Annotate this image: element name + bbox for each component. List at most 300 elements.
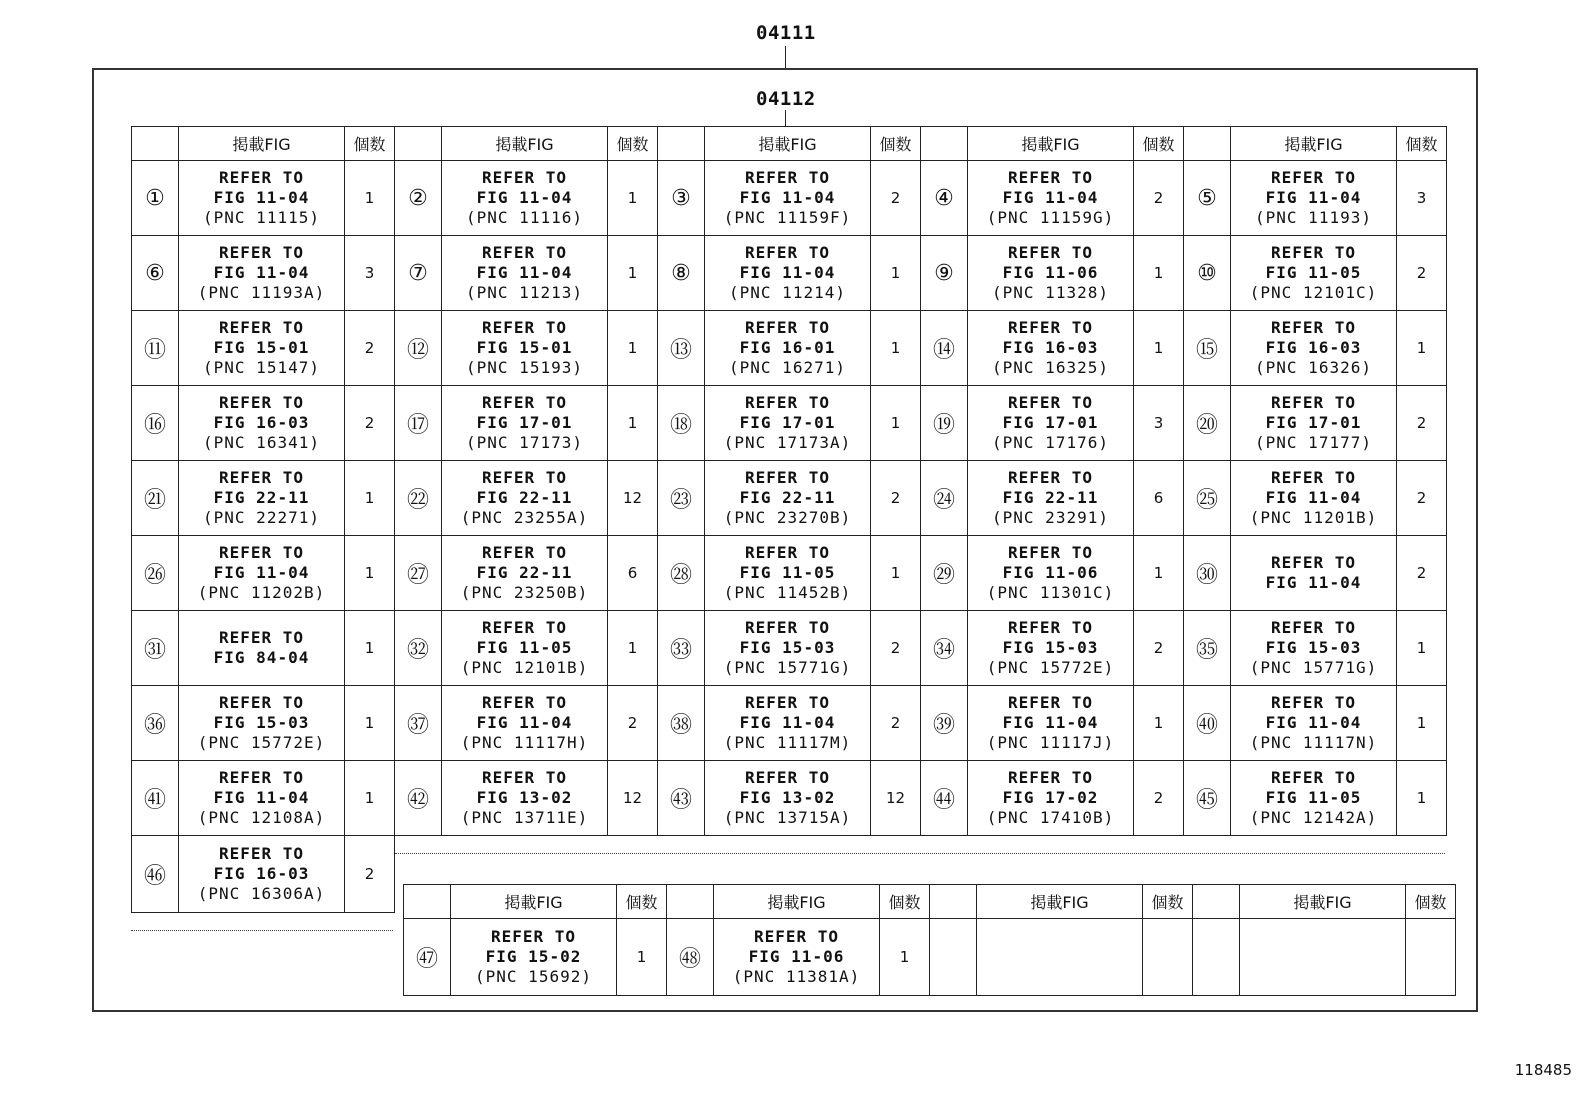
item-number: ㊴ — [921, 686, 968, 761]
reference-fig: FIG 22-11 — [739, 488, 836, 507]
item-number: ⑳ — [1184, 386, 1231, 461]
figure-reference — [442, 386, 608, 461]
header-qty: 個数 — [617, 885, 667, 919]
figure-reference — [705, 236, 871, 311]
figure-reference — [179, 611, 345, 686]
header-qty: 個数 — [345, 127, 395, 161]
reference-pnc: (PNC 11117H) — [460, 733, 589, 752]
reference-refer: REFER TO — [218, 543, 305, 562]
reference-fig: FIG 22-11 — [476, 563, 573, 582]
reference-refer: REFER TO — [1270, 468, 1357, 487]
reference-refer: REFER TO — [1270, 318, 1357, 337]
figure-reference — [179, 161, 345, 236]
header-number — [404, 885, 451, 919]
reference-pnc: (PNC 15193) — [466, 358, 583, 377]
quantity: 3 — [1134, 386, 1184, 461]
item-number: ㉘ — [658, 536, 705, 611]
reference-pnc: (PNC 11117M) — [723, 733, 852, 752]
table-row — [132, 686, 1447, 761]
reference-fig: FIG 22-11 — [1002, 488, 1099, 507]
reference-fig: FIG 11-06 — [1002, 263, 1099, 282]
reference-refer: REFER TO — [744, 693, 831, 712]
reference-pnc: (PNC 17176) — [992, 433, 1109, 452]
reference-fig: FIG 11-04 — [1265, 713, 1362, 732]
reference-refer: REFER TO — [1270, 168, 1357, 187]
reference-pnc: (PNC 15692) — [475, 967, 592, 986]
reference-pnc: (PNC 11213) — [466, 283, 583, 302]
reference-refer: REFER TO — [1007, 693, 1094, 712]
figure-reference — [705, 311, 871, 386]
item-number: ⑪ — [132, 311, 179, 386]
reference-refer: REFER TO — [744, 168, 831, 187]
reference-refer: REFER TO — [218, 768, 305, 787]
reference-refer: REFER TO — [218, 393, 305, 412]
quantity: 1 — [345, 161, 395, 236]
figure-reference — [705, 686, 871, 761]
item-number: ④ — [921, 161, 968, 236]
quantity: 2 — [608, 686, 658, 761]
figure-reference — [705, 386, 871, 461]
figure-reference — [179, 236, 345, 311]
header-number — [132, 127, 179, 161]
quantity: 1 — [608, 236, 658, 311]
parts-reference-table-lower — [403, 884, 1456, 996]
header-qty: 個数 — [1406, 885, 1456, 919]
item-number: ㊹ — [921, 761, 968, 836]
reference-fig: FIG 11-05 — [1265, 263, 1362, 282]
item-number: ㉜ — [395, 611, 442, 686]
reference-pnc: (PNC 16306A) — [197, 884, 326, 903]
table-row — [132, 761, 1447, 836]
quantity: 2 — [1134, 761, 1184, 836]
reference-fig: FIG 11-04 — [1265, 488, 1362, 507]
separator-line — [395, 853, 1445, 854]
header-number — [930, 885, 977, 919]
quantity: 3 — [1397, 161, 1447, 236]
reference-fig: FIG 22-11 — [476, 488, 573, 507]
item-number: ㊶ — [132, 761, 179, 836]
figure-reference — [968, 611, 1134, 686]
quantity: 2 — [1397, 536, 1447, 611]
reference-pnc: (PNC 11117J) — [986, 733, 1115, 752]
figure-reference — [1231, 536, 1397, 611]
figure-reference — [442, 311, 608, 386]
quantity: 1 — [345, 611, 395, 686]
quantity: 1 — [871, 386, 921, 461]
reference-refer: REFER TO — [481, 393, 568, 412]
reference-pnc: (PNC 11202B) — [197, 583, 326, 602]
item-number: ③ — [658, 161, 705, 236]
reference-fig: FIG 11-04 — [739, 713, 836, 732]
reference-refer: REFER TO — [1007, 618, 1094, 637]
reference-refer: REFER TO — [1007, 768, 1094, 787]
figure-reference — [1231, 236, 1397, 311]
figure-reference — [1231, 386, 1397, 461]
item-number: ⑫ — [395, 311, 442, 386]
reference-fig: FIG 16-01 — [739, 338, 836, 357]
reference-refer: REFER TO — [744, 618, 831, 637]
figure-reference — [442, 161, 608, 236]
figure-reference — [977, 919, 1143, 996]
reference-fig: FIG 11-05 — [1265, 788, 1362, 807]
figure-reference — [1231, 611, 1397, 686]
quantity: 1 — [1134, 236, 1184, 311]
assembly-leader-line — [785, 46, 786, 68]
reference-pnc: (PNC 17173) — [466, 433, 583, 452]
figure-reference — [179, 386, 345, 461]
reference-fig: FIG 11-06 — [1002, 563, 1099, 582]
figure-reference — [705, 611, 871, 686]
table-header-row — [404, 885, 1456, 919]
reference-refer: REFER TO — [744, 243, 831, 262]
header-qty: 個数 — [1143, 885, 1193, 919]
reference-refer: REFER TO — [1270, 768, 1357, 787]
figure-reference — [179, 311, 345, 386]
figure-reference — [705, 761, 871, 836]
header-qty: 個数 — [871, 127, 921, 161]
quantity: 1 — [608, 161, 658, 236]
figure-reference — [1231, 311, 1397, 386]
figure-reference — [1231, 761, 1397, 836]
quantity: 2 — [871, 161, 921, 236]
reference-pnc: (PNC 11159F) — [723, 208, 852, 227]
reference-refer: REFER TO — [481, 543, 568, 562]
reference-fig: FIG 11-04 — [1002, 188, 1099, 207]
item-number: ㉒ — [395, 461, 442, 536]
reference-pnc: (PNC 23255A) — [460, 508, 589, 527]
quantity: 12 — [608, 761, 658, 836]
reference-fig: FIG 11-04 — [476, 188, 573, 207]
reference-refer: REFER TO — [1270, 243, 1357, 262]
reference-refer: REFER TO — [1007, 318, 1094, 337]
quantity: 2 — [1134, 611, 1184, 686]
reference-refer: REFER TO — [218, 628, 305, 647]
reference-refer: REFER TO — [1007, 393, 1094, 412]
reference-pnc: (PNC 13715A) — [723, 808, 852, 827]
quantity: 1 — [608, 386, 658, 461]
reference-refer: REFER TO — [481, 618, 568, 637]
quantity: 1 — [871, 536, 921, 611]
assembly-label: 04111 — [756, 22, 816, 44]
reference-fig: FIG 11-04 — [213, 263, 310, 282]
figure-reference — [442, 686, 608, 761]
table-row — [132, 461, 1447, 536]
reference-refer: REFER TO — [481, 168, 568, 187]
figure-reference — [179, 461, 345, 536]
reference-fig: FIG 84-04 — [213, 648, 310, 667]
reference-refer: REFER TO — [1007, 168, 1094, 187]
reference-fig: FIG 15-01 — [213, 338, 310, 357]
table-row — [132, 161, 1447, 236]
table-row — [132, 311, 1447, 386]
item-number: ㉖ — [132, 536, 179, 611]
reference-fig: FIG 11-05 — [476, 638, 573, 657]
reference-refer: REFER TO — [218, 168, 305, 187]
reference-pnc: (PNC 11193) — [1255, 208, 1372, 227]
quantity: 2 — [345, 386, 395, 461]
reference-fig: FIG 17-01 — [739, 413, 836, 432]
reference-refer: REFER TO — [753, 927, 840, 946]
reference-fig: FIG 16-03 — [1002, 338, 1099, 357]
reference-refer: REFER TO — [744, 768, 831, 787]
item-number: ⑧ — [658, 236, 705, 311]
header-fig: 掲載FIG — [1231, 127, 1397, 161]
reference-refer: REFER TO — [218, 468, 305, 487]
figure-reference — [442, 461, 608, 536]
item-number: ㊱ — [132, 686, 179, 761]
reference-pnc: (PNC 22271) — [203, 508, 320, 527]
figure-reference — [442, 236, 608, 311]
document-number: 118485 — [1514, 1061, 1572, 1079]
quantity: 1 — [608, 311, 658, 386]
quantity: 1 — [871, 311, 921, 386]
quantity — [1143, 919, 1193, 996]
item-number: ⑮ — [1184, 311, 1231, 386]
reference-fig: FIG 22-11 — [213, 488, 310, 507]
item-number: ㉑ — [132, 461, 179, 536]
item-number: ㉙ — [921, 536, 968, 611]
quantity: 6 — [608, 536, 658, 611]
reference-pnc: (PNC 15147) — [203, 358, 320, 377]
quantity — [1406, 919, 1456, 996]
reference-fig: FIG 17-02 — [1002, 788, 1099, 807]
quantity: 1 — [1397, 311, 1447, 386]
item-number: ㊼ — [404, 919, 451, 996]
figure-reference — [705, 536, 871, 611]
reference-fig: FIG 11-06 — [748, 947, 845, 966]
reference-fig: FIG 11-04 — [1265, 188, 1362, 207]
reference-pnc: (PNC 11381A) — [732, 967, 861, 986]
reference-pnc: (PNC 12108A) — [197, 808, 326, 827]
quantity: 1 — [1134, 311, 1184, 386]
quantity: 1 — [345, 686, 395, 761]
figure-reference — [451, 919, 617, 996]
reference-pnc: (PNC 11328) — [992, 283, 1109, 302]
quantity: 1 — [1397, 686, 1447, 761]
header-fig: 掲載FIG — [714, 885, 880, 919]
item-number: ㉕ — [1184, 461, 1231, 536]
reference-fig: FIG 13-02 — [476, 788, 573, 807]
reference-fig: FIG 15-03 — [739, 638, 836, 657]
reference-fig: FIG 11-04 — [476, 263, 573, 282]
header-fig: 掲載FIG — [968, 127, 1134, 161]
reference-pnc: (PNC 11193A) — [197, 283, 326, 302]
reference-refer: REFER TO — [218, 318, 305, 337]
reference-refer: REFER TO — [218, 844, 305, 863]
header-fig: 掲載FIG — [179, 127, 345, 161]
quantity: 2 — [871, 611, 921, 686]
header-fig: 掲載FIG — [977, 885, 1143, 919]
item-number: ㊵ — [1184, 686, 1231, 761]
quantity: 1 — [880, 919, 930, 996]
reference-pnc: (PNC 11452B) — [723, 583, 852, 602]
item-number: ② — [395, 161, 442, 236]
reference-refer: REFER TO — [744, 543, 831, 562]
item-number: ㊺ — [1184, 761, 1231, 836]
item-number: ⑨ — [921, 236, 968, 311]
reference-fig: FIG 11-04 — [213, 788, 310, 807]
table-row — [404, 919, 1456, 996]
reference-refer: REFER TO — [1270, 553, 1357, 572]
figure-reference — [714, 919, 880, 996]
quantity: 1 — [1397, 761, 1447, 836]
reference-refer: REFER TO — [1270, 393, 1357, 412]
reference-pnc: (PNC 15772E) — [197, 733, 326, 752]
item-number: ㊳ — [658, 686, 705, 761]
quantity: 12 — [871, 761, 921, 836]
figure-reference — [179, 536, 345, 611]
quantity: 2 — [1397, 461, 1447, 536]
header-qty: 個数 — [1397, 127, 1447, 161]
quantity: 2 — [871, 686, 921, 761]
item-number: ⑬ — [658, 311, 705, 386]
item-number: ⑭ — [921, 311, 968, 386]
figure-reference — [968, 311, 1134, 386]
figure-reference — [968, 461, 1134, 536]
reference-refer: REFER TO — [481, 243, 568, 262]
reference-fig: FIG 15-02 — [485, 947, 582, 966]
reference-fig: FIG 11-04 — [476, 713, 573, 732]
reference-fig: FIG 16-03 — [213, 864, 310, 883]
item-number: ㊷ — [395, 761, 442, 836]
figure-reference — [179, 761, 345, 836]
quantity: 2 — [345, 836, 395, 913]
figure-reference — [1240, 919, 1406, 996]
reference-refer: REFER TO — [1270, 693, 1357, 712]
reference-refer: REFER TO — [1007, 543, 1094, 562]
reference-refer: REFER TO — [481, 693, 568, 712]
reference-fig: FIG 11-04 — [213, 563, 310, 582]
reference-fig: FIG 17-01 — [1265, 413, 1362, 432]
item-number: ㉚ — [1184, 536, 1231, 611]
figure-reference — [968, 236, 1134, 311]
reference-pnc: (PNC 23250B) — [460, 583, 589, 602]
reference-pnc: (PNC 13711E) — [460, 808, 589, 827]
reference-refer: REFER TO — [481, 468, 568, 487]
item-number: ㊲ — [395, 686, 442, 761]
table-row — [132, 611, 1447, 686]
figure-reference — [968, 161, 1134, 236]
separator-line — [131, 930, 393, 931]
reference-fig: FIG 13-02 — [739, 788, 836, 807]
header-fig: 掲載FIG — [1240, 885, 1406, 919]
header-qty: 個数 — [608, 127, 658, 161]
reference-pnc: (PNC 11159G) — [986, 208, 1115, 227]
reference-pnc: (PNC 11301C) — [986, 583, 1115, 602]
item-number: ㉟ — [1184, 611, 1231, 686]
header-number — [1184, 127, 1231, 161]
reference-fig: FIG 16-03 — [213, 413, 310, 432]
reference-fig: FIG 11-04 — [1265, 573, 1362, 592]
reference-pnc: (PNC 17173A) — [723, 433, 852, 452]
item-number: ㉗ — [395, 536, 442, 611]
quantity: 1 — [871, 236, 921, 311]
reference-fig: FIG 15-03 — [1265, 638, 1362, 657]
figure-reference — [968, 536, 1134, 611]
quantity: 2 — [1134, 161, 1184, 236]
header-fig: 掲載FIG — [451, 885, 617, 919]
reference-fig: FIG 15-03 — [1002, 638, 1099, 657]
quantity: 1 — [345, 536, 395, 611]
reference-refer: REFER TO — [744, 468, 831, 487]
reference-refer: REFER TO — [481, 318, 568, 337]
quantity: 2 — [1397, 386, 1447, 461]
quantity: 2 — [345, 311, 395, 386]
reference-pnc: (PNC 12101C) — [1249, 283, 1378, 302]
reference-fig: FIG 11-05 — [739, 563, 836, 582]
reference-refer: REFER TO — [1007, 468, 1094, 487]
item-number: ㉞ — [921, 611, 968, 686]
figure-reference — [705, 461, 871, 536]
figure-reference — [442, 761, 608, 836]
quantity: 6 — [1134, 461, 1184, 536]
reference-pnc: (PNC 15771G) — [723, 658, 852, 677]
reference-pnc: (PNC 16271) — [729, 358, 846, 377]
header-fig: 掲載FIG — [705, 127, 871, 161]
header-fig: 掲載FIG — [442, 127, 608, 161]
item-number: ⑩ — [1184, 236, 1231, 311]
figure-reference — [179, 836, 345, 913]
quantity: 1 — [608, 611, 658, 686]
reference-pnc: (PNC 16325) — [992, 358, 1109, 377]
reference-fig: FIG 11-04 — [213, 188, 310, 207]
figure-reference — [705, 161, 871, 236]
reference-pnc: (PNC 15771G) — [1249, 658, 1378, 677]
reference-fig: FIG 11-04 — [739, 188, 836, 207]
item-number — [930, 919, 977, 996]
reference-fig: FIG 17-01 — [476, 413, 573, 432]
reference-pnc: (PNC 17177) — [1255, 433, 1372, 452]
reference-fig: FIG 16-03 — [1265, 338, 1362, 357]
figure-reference — [442, 536, 608, 611]
table-row — [132, 536, 1447, 611]
reference-refer: REFER TO — [490, 927, 577, 946]
item-number: ㉔ — [921, 461, 968, 536]
header-number — [667, 885, 714, 919]
quantity: 1 — [1134, 536, 1184, 611]
item-number: ㊻ — [132, 836, 179, 913]
table-row — [132, 236, 1447, 311]
quantity: 12 — [608, 461, 658, 536]
figure-reference — [1231, 161, 1397, 236]
reference-pnc: (PNC 11116) — [466, 208, 583, 227]
quantity: 1 — [345, 461, 395, 536]
figure-reference — [968, 686, 1134, 761]
subassembly-leader-line — [785, 110, 786, 126]
item-number: ⑲ — [921, 386, 968, 461]
figure-reference — [968, 386, 1134, 461]
item-number: ㉝ — [658, 611, 705, 686]
header-number — [395, 127, 442, 161]
item-number: ㉛ — [132, 611, 179, 686]
reference-pnc: (PNC 11115) — [203, 208, 320, 227]
reference-pnc: (PNC 16341) — [203, 433, 320, 452]
reference-fig: FIG 15-01 — [476, 338, 573, 357]
reference-fig: FIG 17-01 — [1002, 413, 1099, 432]
reference-refer: REFER TO — [218, 693, 305, 712]
reference-refer: REFER TO — [744, 393, 831, 412]
quantity: 1 — [617, 919, 667, 996]
figure-reference — [179, 686, 345, 761]
reference-pnc: (PNC 11214) — [729, 283, 846, 302]
quantity: 1 — [345, 761, 395, 836]
reference-fig: FIG 11-04 — [1002, 713, 1099, 732]
item-number: ⑯ — [132, 386, 179, 461]
reference-pnc: (PNC 11201B) — [1249, 508, 1378, 527]
header-number — [658, 127, 705, 161]
item-number: ⑰ — [395, 386, 442, 461]
reference-pnc: (PNC 12142A) — [1249, 808, 1378, 827]
